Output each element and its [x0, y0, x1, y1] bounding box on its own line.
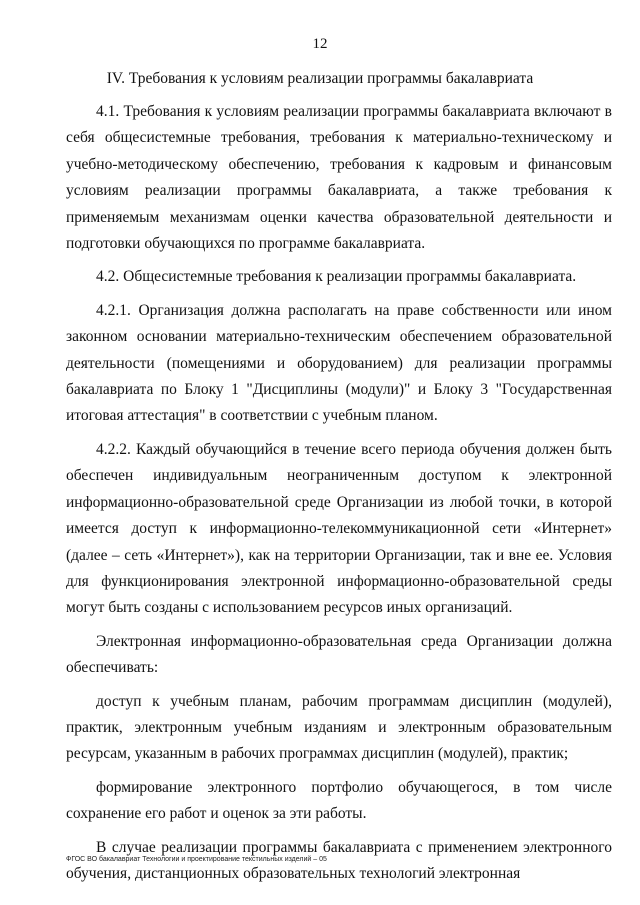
- section-title: IV. Требования к условиям реализации программы бакалавриата: [106, 70, 534, 87]
- page-footer: ФГОС ВО бакалавриат Технологии и проектирование текстильных изделий – 05: [66, 856, 327, 863]
- page-number: 12: [312, 36, 328, 52]
- paragraph-distance-learning: В случае реализации программы бакалавриата с применением электронного обучения, дистанционных образовательных технологий электронная: [66, 838, 612, 882]
- paragraph-4-2-1: 4.2.1. Организация должна располагать на праве собственности или ином законном основании материально-техническим обеспечением образовательной деятельности (помещениями и оборудованием) для реализации программы бакалавриата по Блоку 1 "Дисциплины (модули)" и Блоку 3 "Государственная итоговая аттестация" в соответствии с учебным планом.: [66, 301, 612, 425]
- paragraph-4-2-2: 4.2.2. Каждый обучающийся в течение всего периода обучения должен быть обеспечен индивидуальным неограниченным доступом к электронной информационно-образовательной среде Организации из любой точки, в которой имеется доступ к информационно-телекоммуникационной сети «Интернет» (далее – сеть «Интернет»), как на территории Организации, так и вне ее. Условия для функционирования электронной информационно-образовательной среды могут быть созданы с использованием ресурсов иных организаций.: [66, 440, 612, 617]
- paragraph-4-2: 4.2. Общесистемные требования к реализации программы бакалавриата.: [96, 268, 577, 286]
- paragraph-4-1: 4.1. Требования к условиям реализации программы бакалавриата включают в себя общесистемные требования, требования к материально-техническому и учебно-методическому обеспечению, требования к кадровым и финансовым условиям реализации программы бакалавриата, а также требования к применяемым механизмам оценки качества образовательной деятельности и подготовки обучающихся по программе бакалавриата.: [66, 103, 612, 253]
- paragraph-portfolio-item: формирование электронного портфолио обучающегося, в том числе сохранение его работ и оценок за эти работы.: [66, 778, 612, 823]
- document-body: [66, 99, 612, 894]
- paragraph-eios-requirements: Электронная информационно-образовательная среда Организации должна обеспечивать:: [66, 632, 612, 677]
- paragraph-access-item: доступ к учебным планам, рабочим программам дисциплин (модулей), практик, электронным учебным изданиям и электронным образовательным ресурсам, указанным в рабочих программах дисциплин (модулей), практик;: [66, 692, 612, 763]
